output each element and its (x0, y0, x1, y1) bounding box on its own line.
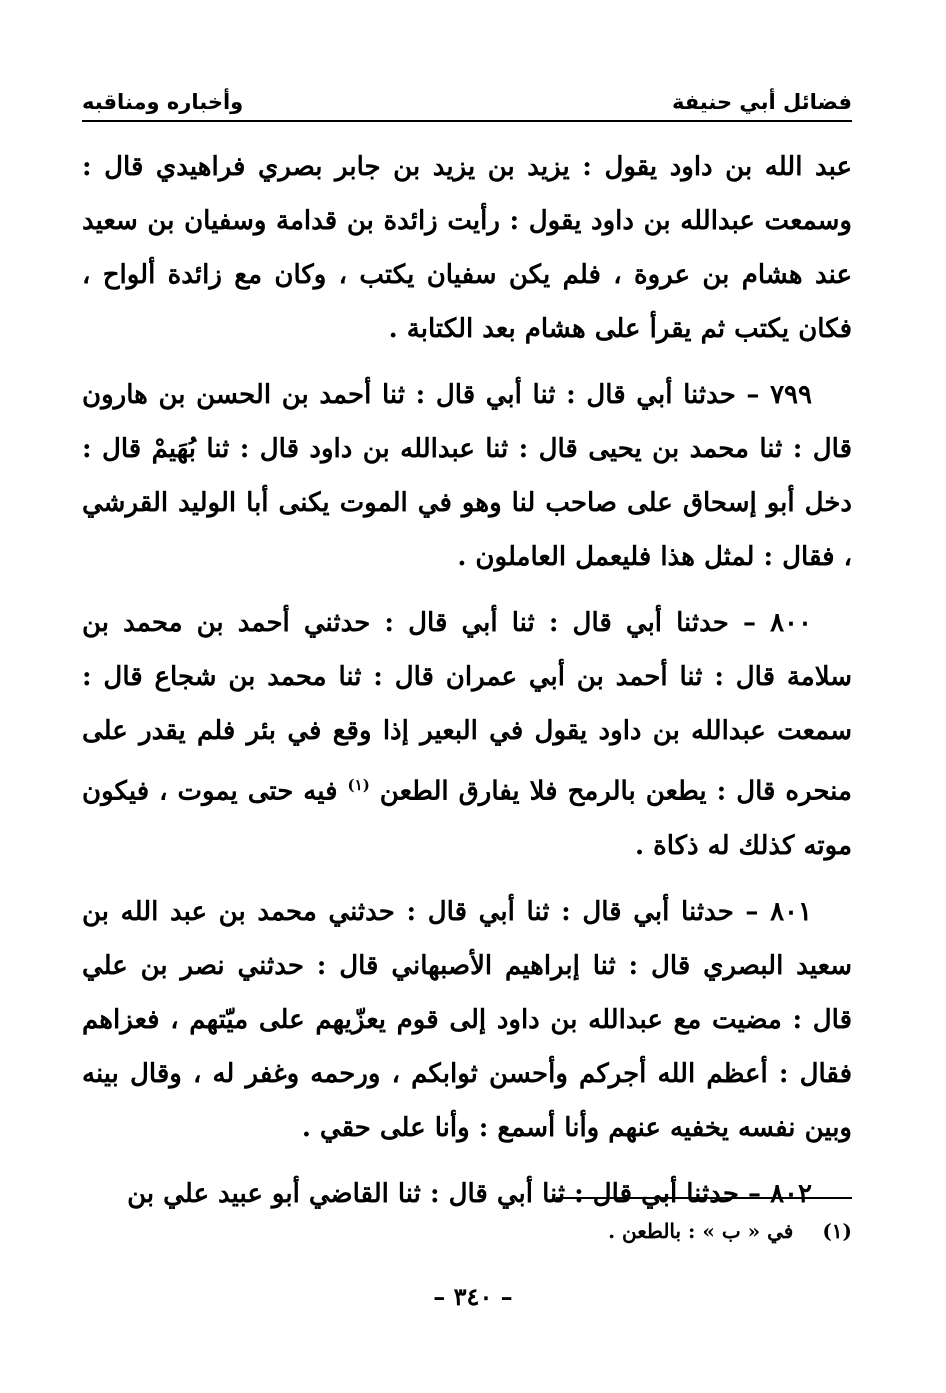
running-header (82, 84, 852, 122)
paragraph-802 (82, 1167, 852, 1221)
paragraph-text: – حدثنا أبي قال : ثنا أبي قال : ثنا القاضي أبو عبيد علي بن (127, 1178, 762, 1209)
paragraph-number: ٨٠٢ (770, 1178, 812, 1209)
header-left-title: وأخباره ومناقبه (82, 90, 244, 114)
footnote-text: في « ب » : بالطعن . (608, 1219, 794, 1243)
paragraph-number: ٨٠٠ (770, 608, 812, 638)
paragraph-799 (82, 368, 852, 584)
paragraph-text-before-note: – حدثنا أبي قال : ثنا أبي قال : حدثني أحمد بن محمد بن سلامة قال : ثنا أحمد بن أبي عمران قال : ثنا محمد بن شجاع قال : سمعت عبدالله بن داود يقول في البعير إذا وقع في بئر فلم يقدر على منحره قال : يطعن بالرمح فلا يفارق الطعن (82, 608, 852, 807)
paragraph-800 (82, 596, 852, 873)
page-number: – ٣٤٠ – (433, 1282, 513, 1311)
footnote-reference: (١) (347, 776, 370, 794)
paragraph-text: – حدثنا أبي قال : ثنا أبي قال : ثنا أحمد بن الحسن بن هارون قال : ثنا محمد بن يحيى قال : ثنا عبدالله بن داود قال : ثنا بُهَيمْ قال : دخل أبو إسحاق على صاحب لنا وهو في الموت يكنى أبا الوليد القرشي ، فقال : لمثل هذا فليعمل العاملون . (82, 380, 852, 572)
main-text (82, 140, 852, 1233)
paragraph-number: ٧٩٩ (770, 380, 812, 410)
paragraph-number: ٨٠١ (770, 896, 812, 927)
footnote-mark: (١) (822, 1219, 852, 1243)
footnote-separator (556, 1197, 852, 1199)
paragraph-801 (82, 885, 852, 1155)
paragraph-continuation (82, 140, 852, 356)
paragraph-text-after-note: فيه حتى يموت ، فيكون موته كذلك له ذكاة . (82, 776, 852, 861)
paragraph-text: عبد الله بن داود يقول : يزيد بن يزيد بن جابر بصري فراهيدي قال : وسمعت عبدالله بن داود يقول : رأيت زائدة بن قدامة وسفيان بن سعيد عند هشام بن عروة ، فلم يكن سفيان يكتب ، وكان مع زائدة ألواح ، فكان يكتب ثم يقرأ على هشام بعد الكتابة . (82, 152, 852, 344)
header-right-title: فضائل أبي حنيفة (671, 90, 852, 114)
paragraph-text: – حدثنا أبي قال : ثنا أبي قال : حدثني محمد بن عبد الله بن سعيد البصري قال : ثنا إبراهيم الأصبهاني قال : حدثني نصر بن علي قال : مضيت مع عبدالله بن داود إلى قوم يعزّيهم على ميّتهم ، فعزاهم فقال : أعظم الله أجركم وأحسن ثوابكم ، ورحمه وغفر له ، وقال بينه وبين نفسه يخفيه عنهم وأنا أسمع : وأنا على حقي . (82, 896, 852, 1143)
footnote (352, 1214, 852, 1248)
